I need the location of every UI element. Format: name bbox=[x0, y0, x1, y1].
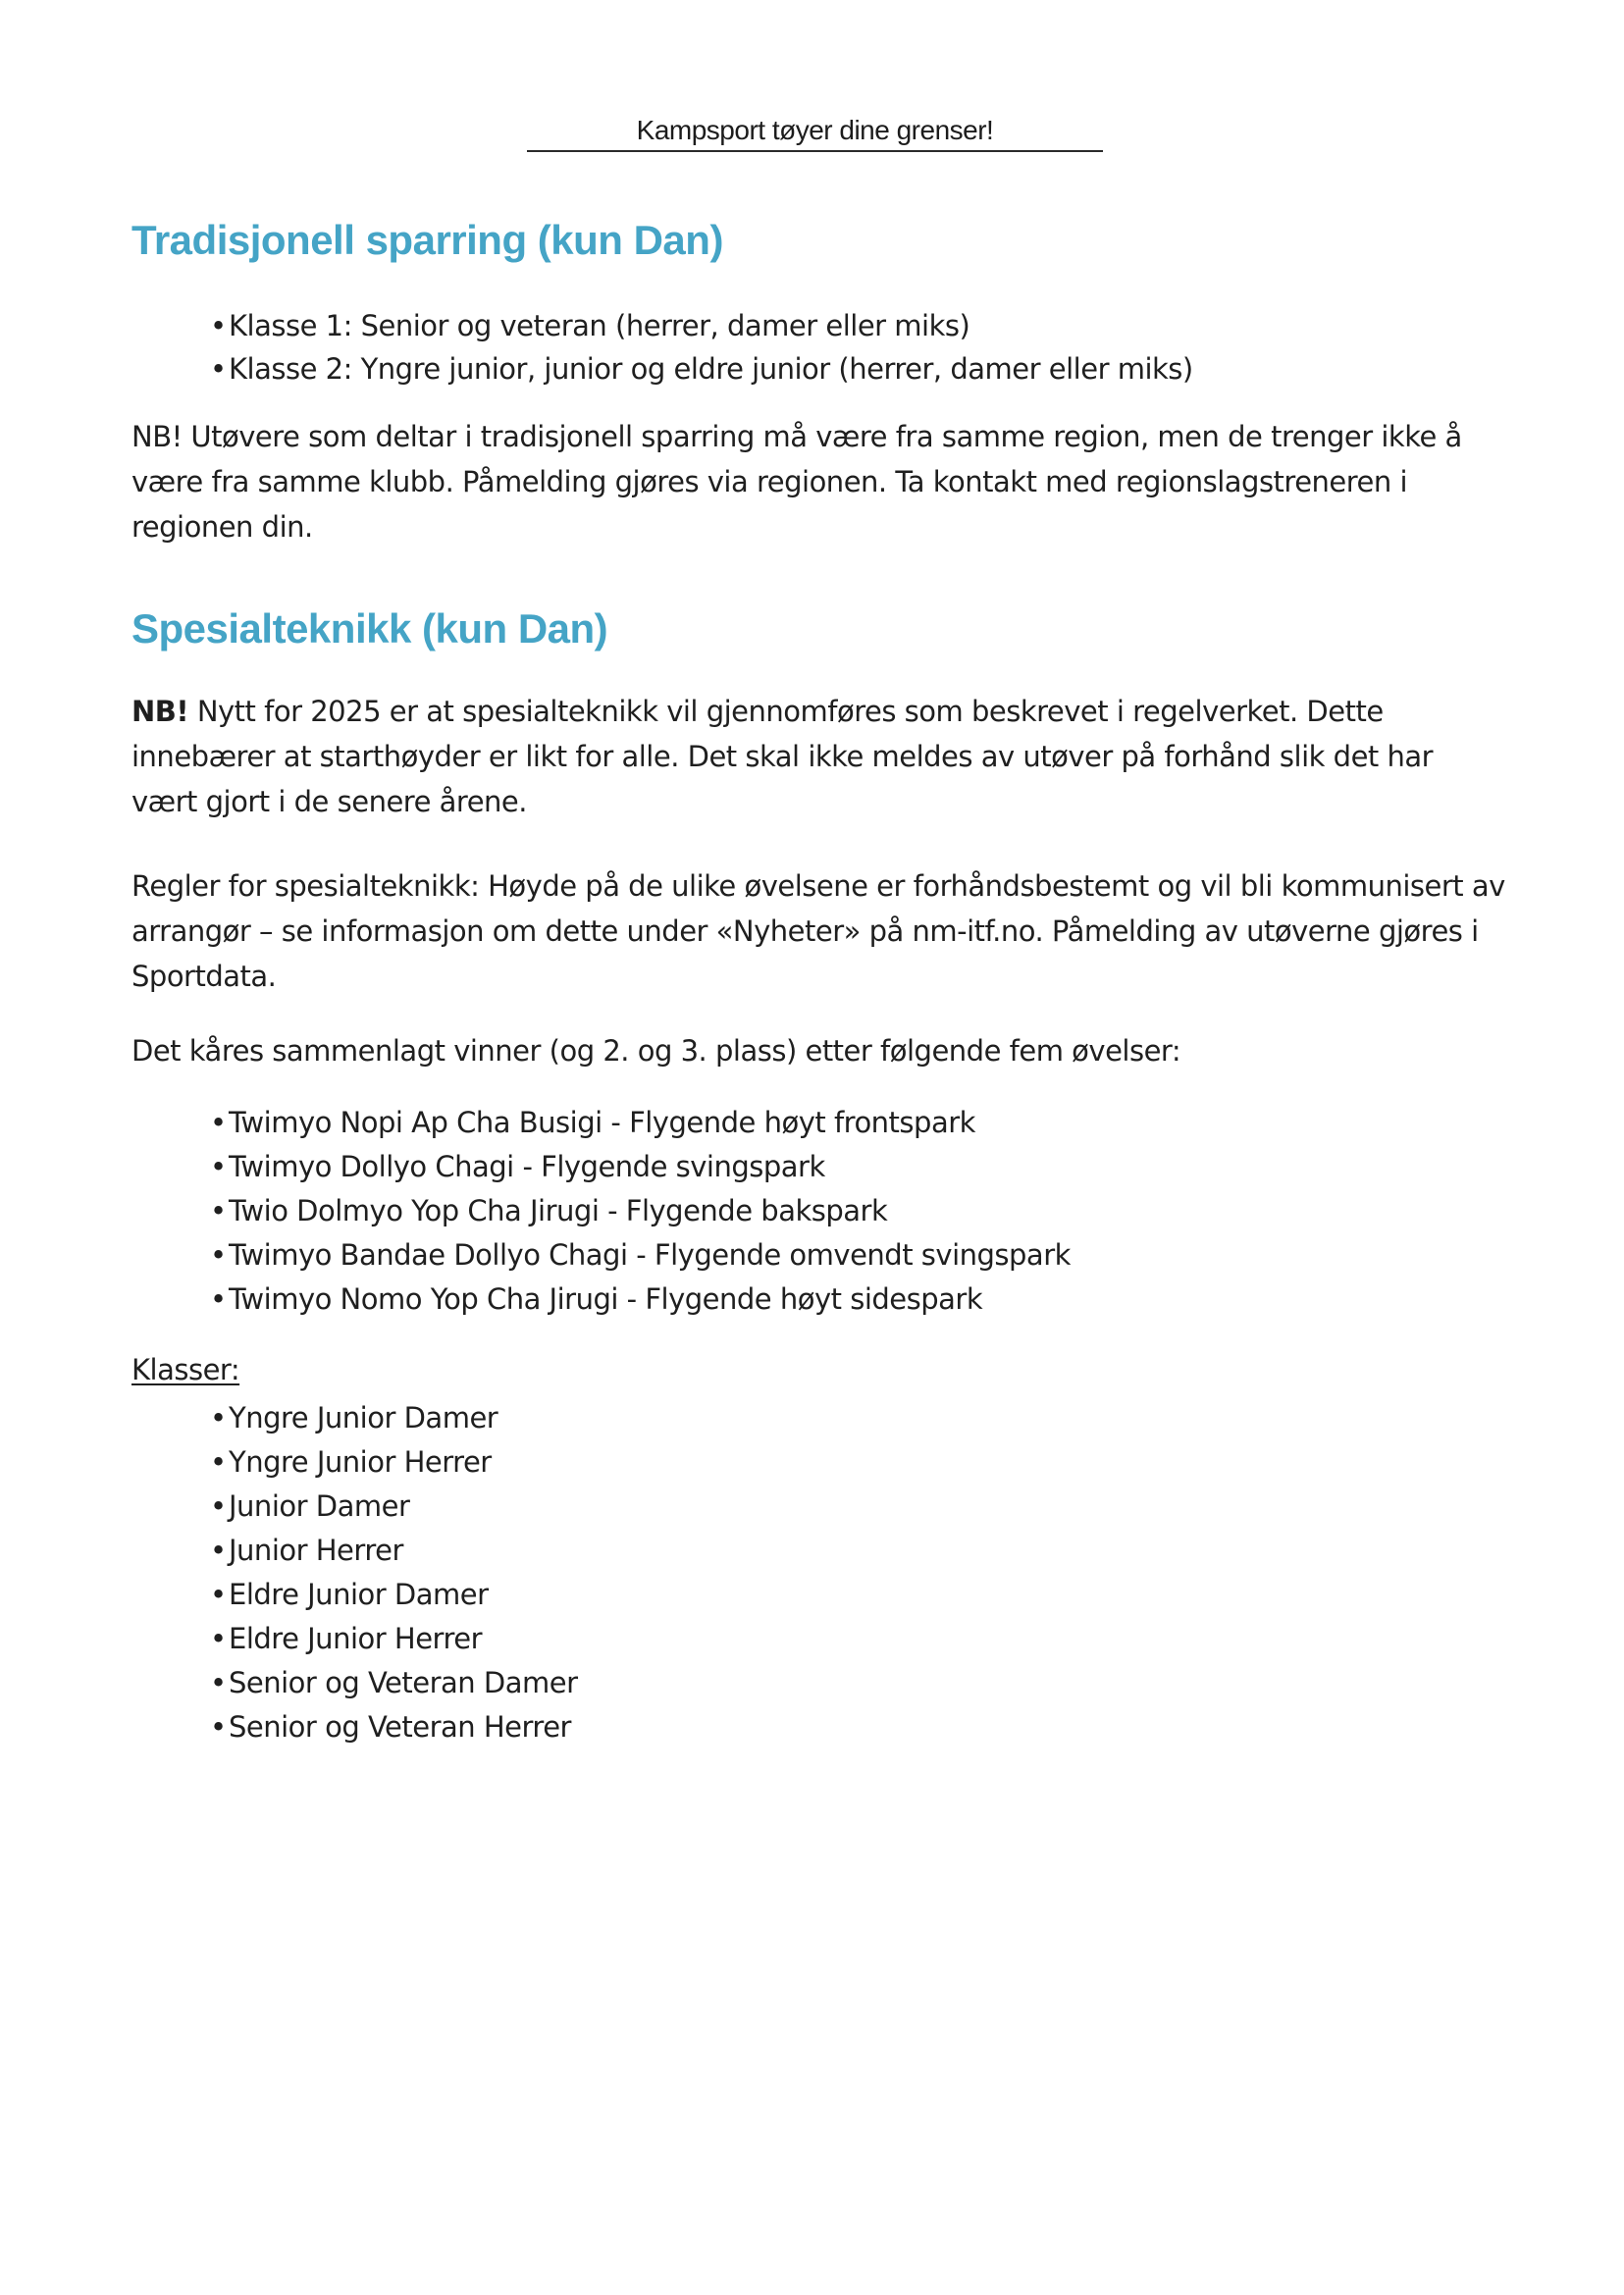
techniques-intro-paragraph: Det kåres sammenlagt vinner (og 2. og 3. plass) etter følgende fem øvelser: bbox=[131, 1034, 1181, 1068]
nb-text: Nytt for 2025 er at spesialteknikk vil gjennomføres som beskrevet i regelverket. Dette innebærer at starthøyder er likt for alle. Det skal ikke meldes av utøver på forhånd slik det har vært gjort i de senere årene. bbox=[131, 695, 1434, 818]
section-title-spesialteknikk: Spesialteknikk (kun Dan) bbox=[131, 605, 608, 652]
classes-list bbox=[131, 1396, 1505, 1749]
header-motto: Kampsport tøyer dine grenser! bbox=[636, 115, 994, 145]
spesialteknikk-note-paragraph bbox=[131, 689, 1505, 824]
list-item: • Junior Herrer bbox=[131, 1529, 1505, 1573]
section-title-tradisjonell-sparring: Tradisjonell sparring (kun Dan) bbox=[131, 217, 723, 263]
list-item: • Twimyo Dollyo Chagi - Flygende svingspark bbox=[131, 1145, 1505, 1189]
list-item: • Twimyo Bandae Dollyo Chagi - Flygende omvendt svingspark bbox=[131, 1233, 1505, 1278]
list-item: • Klasse 1: Senior og veteran (herrer, damer eller miks) bbox=[131, 304, 1505, 347]
list-item: • Twimyo Nomo Yop Cha Jirugi - Flygende høyt sidespark bbox=[131, 1278, 1505, 1322]
list-item: • Yngre Junior Herrer bbox=[131, 1440, 1505, 1485]
list-item: • Junior Damer bbox=[131, 1485, 1505, 1529]
list-item: • Senior og Veteran Herrer bbox=[131, 1705, 1505, 1749]
list-item: • Senior og Veteran Damer bbox=[131, 1661, 1505, 1705]
sparring-note-paragraph: NB! Utøvere som deltar i tradisjonell sparring må være fra samme region, men de trenger ikke å være fra samme klubb. Påmelding gjøres via regionen. Ta kontakt med regionslagstreneren i regionen din. bbox=[131, 420, 1462, 544]
classes-label: Klasser: bbox=[131, 1353, 240, 1386]
list-item: • Twio Dolmyo Yop Cha Jirugi - Flygende bakspark bbox=[131, 1189, 1505, 1233]
list-item: • Klasse 2: Yngre junior, junior og eldre junior (herrer, damer eller miks) bbox=[131, 347, 1505, 391]
list-item: • Yngre Junior Damer bbox=[131, 1396, 1505, 1440]
sparring-class-list bbox=[131, 304, 1505, 391]
page-header bbox=[527, 114, 1103, 152]
nb-label: NB! bbox=[131, 695, 189, 728]
list-item: • Eldre Junior Herrer bbox=[131, 1617, 1505, 1661]
page-content bbox=[131, 218, 1505, 1749]
list-item: • Twimyo Nopi Ap Cha Busigi - Flygende høyt frontspark bbox=[131, 1101, 1505, 1145]
spesialteknikk-rules-paragraph: Regler for spesialteknikk: Høyde på de ulike øvelsene er forhåndsbestemt og vil bli kommunisert av arrangør – se informasjon om dette under «Nyheter» på nm-itf.no. Påmelding av utøverne gjøres i Sportdata. bbox=[131, 869, 1505, 993]
technique-list bbox=[131, 1101, 1505, 1322]
list-item: • Eldre Junior Damer bbox=[131, 1573, 1505, 1617]
